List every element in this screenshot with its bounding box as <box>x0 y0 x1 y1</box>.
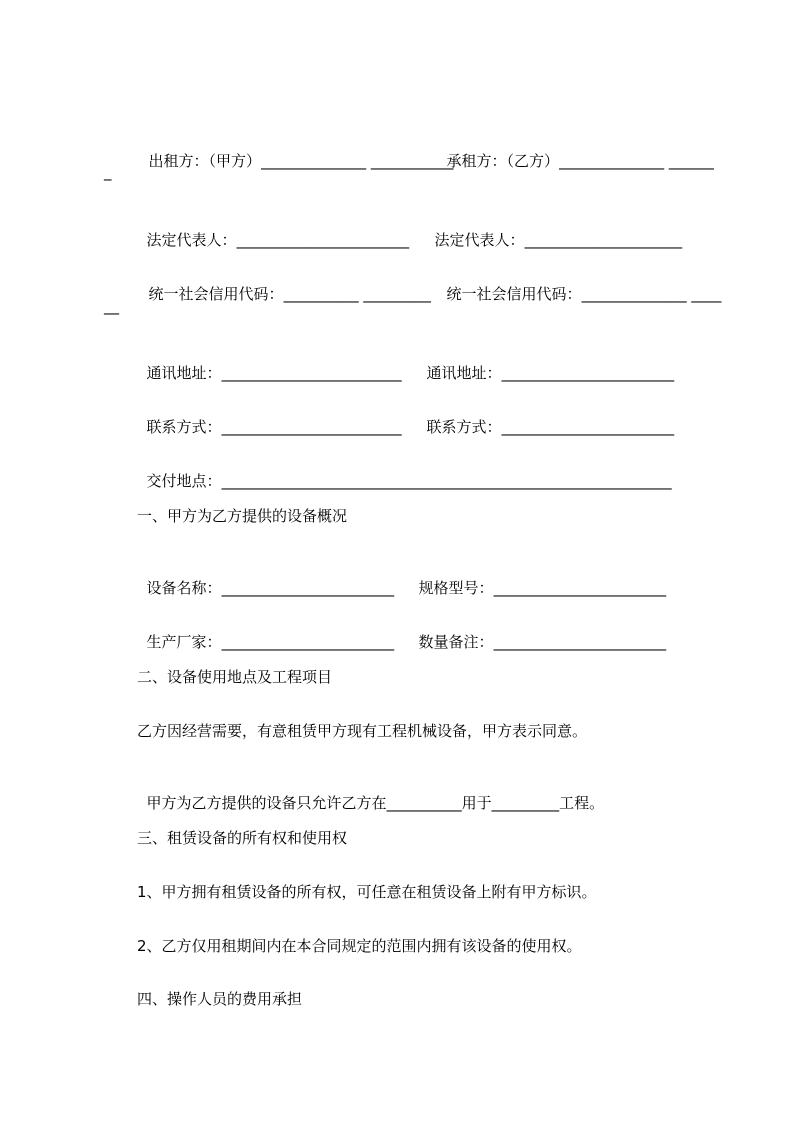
quantity-blank: _______________________ <box>493 633 667 651</box>
credit-label-a: 统一社会信用代码： <box>148 285 284 303</box>
usage-text-c: 工程。 <box>559 794 605 812</box>
address-line-b <box>417 346 674 382</box>
rep-label-b: 法定代表人： <box>434 231 525 249</box>
lessor-line <box>139 134 453 170</box>
section-4-heading: 四、操作人员的费用承担 <box>137 990 303 1008</box>
contact-line-b <box>417 400 674 436</box>
credit-blank-a: __________ _________ <box>283 285 431 303</box>
address-blank-b: _______________________ <box>501 364 675 382</box>
lessee-line <box>437 134 714 170</box>
project-blank: _________ <box>491 794 560 812</box>
usage-location-blank: __________ <box>386 794 462 812</box>
lessee-blank-tail: _ <box>104 163 112 181</box>
contact-label-a: 联系方式： <box>146 418 222 436</box>
lessee-label: 承租方：（乙方） <box>446 152 560 170</box>
contact-line-a <box>137 400 402 436</box>
model-blank: _______________________ <box>493 579 667 597</box>
section-3-paragraph-2: 2、乙方仅用租期间内在本合同规定的范围内拥有该设备的使用权。 <box>137 937 582 955</box>
lessor-label: 出租方：（甲方） <box>148 152 262 170</box>
model-line <box>409 561 666 597</box>
lessor-blank: ______________ ___________ <box>261 152 454 170</box>
model-label: 规格型号： <box>418 579 494 597</box>
section-3-paragraph-1: 1、甲方拥有租赁设备的所有权，可任意在租赁设备上附有甲方标识。 <box>137 883 597 901</box>
section-2-paragraph-2 <box>137 776 604 812</box>
address-line-a <box>137 346 402 382</box>
rep-label-a: 法定代表人： <box>146 231 237 249</box>
contact-blank-a: ________________________ <box>221 418 402 436</box>
usage-text-a: 甲方为乙方提供的设备只允许乙方在 <box>146 794 387 812</box>
manufacturer-label: 生产厂家： <box>146 633 222 651</box>
rep-line-a <box>137 213 409 249</box>
delivery-label: 交付地点： <box>146 472 222 490</box>
quantity-label: 数量备注： <box>418 633 494 651</box>
credit-line-b <box>437 267 721 303</box>
delivery-blank: ____________________________________________________________ <box>221 472 672 490</box>
address-blank-a: ________________________ <box>221 364 402 382</box>
credit-line-a <box>139 267 431 303</box>
delivery-line <box>137 454 672 490</box>
lessee-blank: ______________ ______ <box>559 152 714 170</box>
rep-line-b <box>425 213 682 249</box>
section-2-paragraph-1: 乙方因经营需要，有意租赁甲方现有工程机械设备，甲方表示同意。 <box>137 722 588 740</box>
credit-blank-tail: __ <box>104 297 119 315</box>
address-label-a: 通讯地址： <box>146 364 222 382</box>
credit-blank-b: ______________ ____ <box>581 285 722 303</box>
manufacturer-line <box>137 615 394 651</box>
manufacturer-blank: _______________________ <box>221 633 395 651</box>
equipment-name-line <box>137 561 394 597</box>
equipment-name-blank: _______________________ <box>221 579 395 597</box>
address-label-b: 通讯地址： <box>426 364 502 382</box>
contact-label-b: 联系方式： <box>426 418 502 436</box>
section-2-heading: 二、设备使用地点及工程项目 <box>137 668 333 686</box>
section-3-heading: 三、租赁设备的所有权和使用权 <box>137 829 348 847</box>
equipment-name-label: 设备名称： <box>146 579 222 597</box>
credit-label-b: 统一社会信用代码： <box>446 285 582 303</box>
section-1-heading: 一、甲方为乙方提供的设备概况 <box>137 507 348 525</box>
usage-text-b: 用于 <box>461 794 492 812</box>
rep-blank-b: _____________________ <box>524 231 683 249</box>
quantity-line <box>409 615 666 651</box>
contact-blank-b: _______________________ <box>501 418 675 436</box>
rep-blank-a: _______________________ <box>236 231 410 249</box>
